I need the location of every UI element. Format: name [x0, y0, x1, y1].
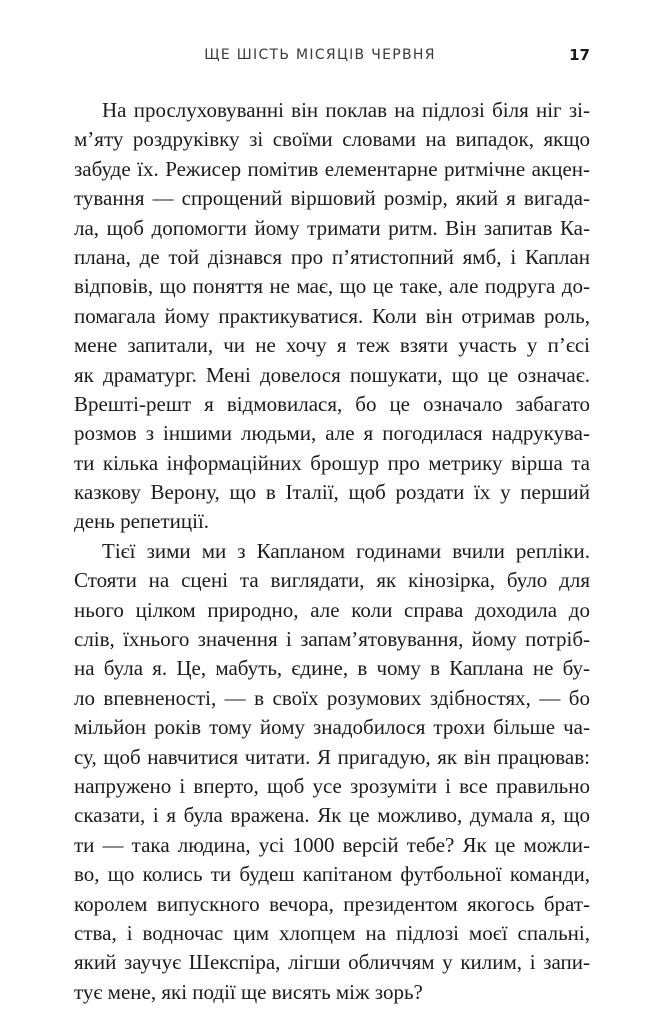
text-line: тування — спрощений віршовий розмір, який я вигада-: [74, 186, 590, 211]
text-line: ло впевненості, — в своїх розумових здібностях, — бо: [74, 685, 590, 710]
text-line: мільйон років тому йому знадобилося трохи більше ча-: [74, 715, 590, 740]
text-line: розмов з іншими людьми, але я погодилася надрукува-: [74, 421, 590, 446]
text-line: на була я. Це, мабуть, єдине, в чому в Каплана не бу-: [74, 656, 590, 681]
text-line: слів, їхнього значення і запам’ятовування, йому потріб-: [74, 627, 590, 652]
text-line: плана, де той дізнався про п’ятистопний ямб, і Каплан: [74, 244, 590, 269]
body-text: [74, 96, 590, 1007]
text-line: во, що колись ти будеш капітаном футбольної команди,: [74, 862, 590, 887]
text-line: ти кілька інформаційних брошур про метрику вірша та: [74, 450, 590, 475]
text-line: королем випускного вечора, президентом якогось брат-: [74, 891, 590, 916]
text-line: ла, щоб допомогти йому тримати ритм. Він запитав Ка-: [74, 215, 590, 240]
text-line: Врешті-решт я відмовилася, бо це означало забагато: [74, 391, 590, 416]
text-line: як драматург. Мені довелося пошукати, що це означає.: [74, 362, 590, 387]
paragraph: [74, 96, 590, 537]
text-line: помагала йому практикуватися. Коли він отримав роль,: [74, 303, 590, 328]
page-number: 17: [569, 46, 590, 64]
text-line: су, щоб навчитися читати. Я пригадую, як він працював:: [74, 744, 590, 769]
text-line: забуде їх. Режисер помітив елементарне ритмічне акцен-: [74, 156, 590, 181]
text-line: Тієї зими ми з Капланом годинами вчили репліки.: [102, 538, 590, 563]
text-line: який заучує Шекспіра, лігши обличчям у килим, і запи-: [74, 950, 590, 975]
text-line: ства, і водночас цим хлопцем на підлозі моєї спальні,: [74, 920, 590, 945]
text-line: На прослуховуванні він поклав на підлозі біля ніг зі-: [102, 98, 590, 122]
text-line: сказати, і я була вражена. Як це можливо, думала я, що: [74, 803, 590, 828]
text-line: напружено і вперто, щоб усе зрозуміти і все правильно: [74, 773, 590, 798]
text-line: день репетиції.: [74, 509, 210, 534]
text-line: тує мене, які події ще висять між зорь?: [74, 979, 423, 1004]
text-line: відповів, що поняття не має, що це таке, але подруга до-: [74, 274, 590, 299]
paragraph: [74, 537, 590, 1007]
text-line: ти — така людина, усі 1000 версій тебе? Як це можли-: [74, 832, 590, 857]
text-line: казкову Верону, що в Італії, щоб роздати їх у перший: [74, 480, 590, 505]
running-header: [74, 47, 590, 69]
text-line: мене запитали, чи не хочу я теж взяти участь у п’єсі: [74, 333, 590, 358]
text-line: Стояти на сцені та виглядати, як кінозірка, було для: [74, 568, 590, 593]
running-title: ЩЕ ШІСТЬ МІСЯЦІВ ЧЕРВНЯ: [204, 47, 436, 63]
text-line: м’яту роздруківку зі своїми словами на випадок, якщо: [74, 127, 590, 152]
text-line: нього цілком природно, але коли справа доходила до: [74, 597, 590, 622]
